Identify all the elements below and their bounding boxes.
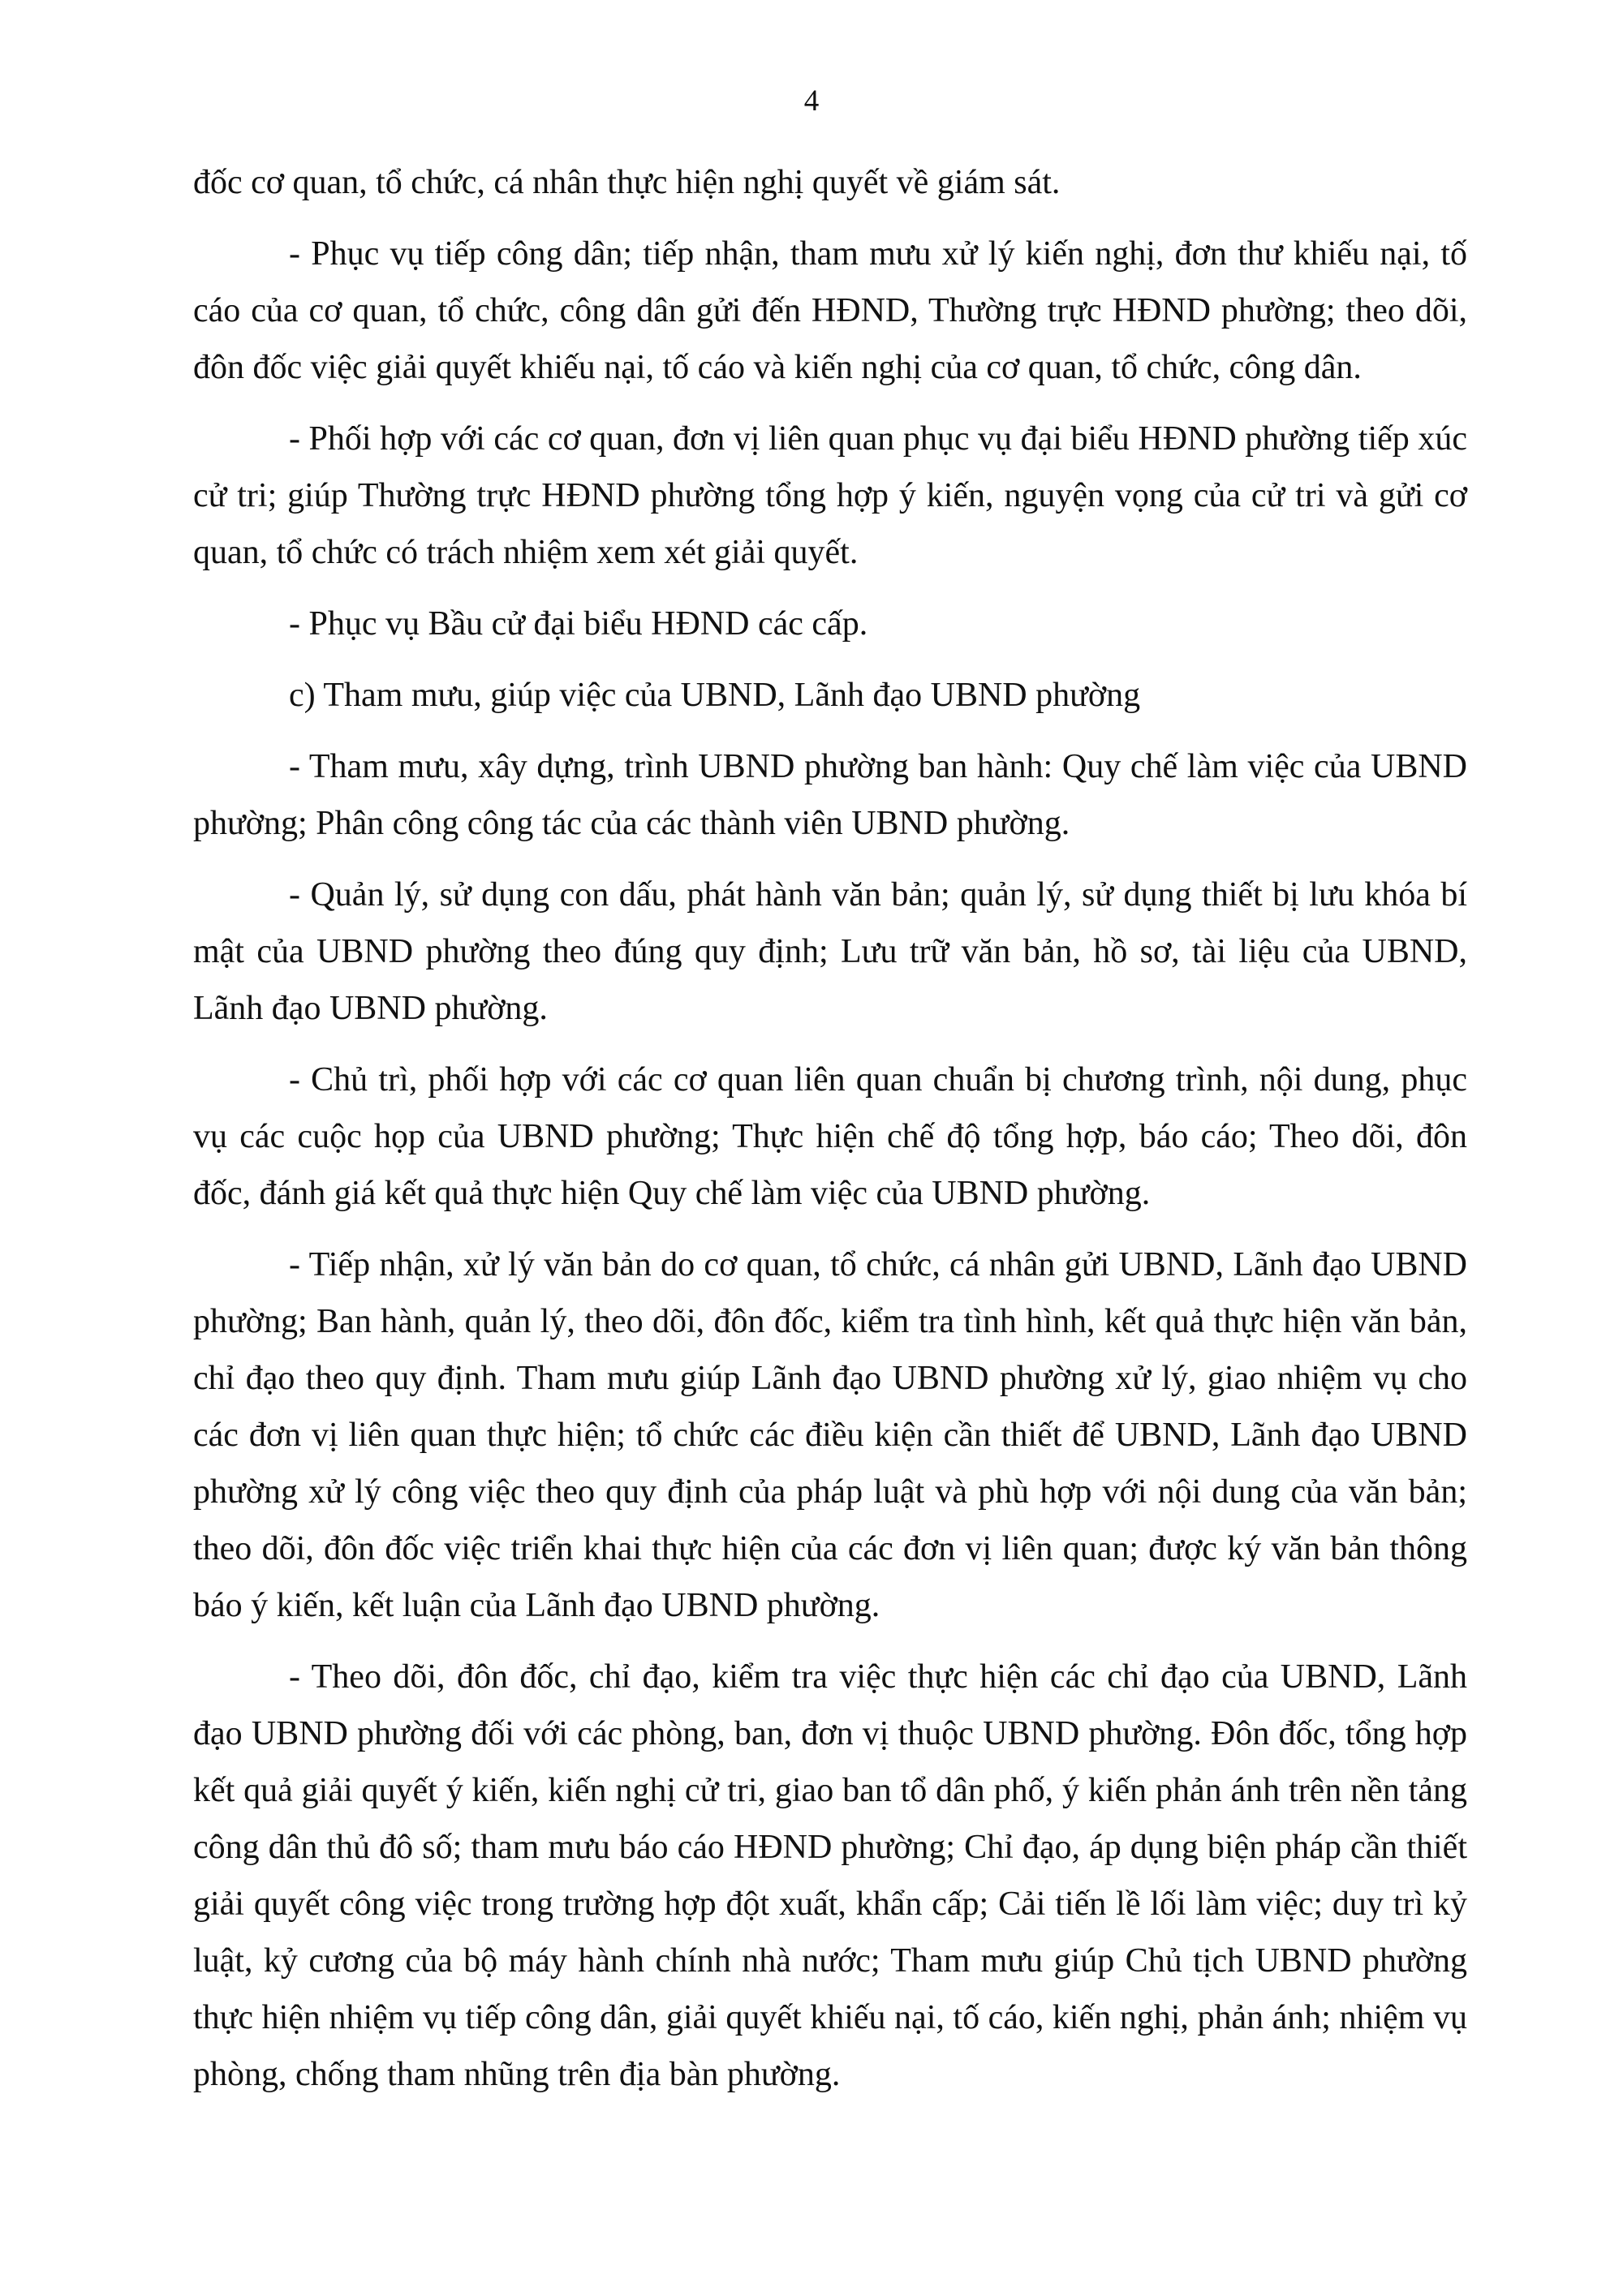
paragraph-supervision: - Theo dõi, đôn đốc, chỉ đạo, kiểm tra việc thực hiện các chỉ đạo của UBND, Lãnh đạo UBND phường đối với các phòng, ban, đơn vị thuộc UBND phường. Đôn đốc, tổng hợp kết quả giải quyết ý kiến, kiến nghị cử tri, giao ban tổ dân phố, ý kiến phản ánh trên nền tảng công dân thủ đô số; tham mưu báo cáo HĐND phường; Chỉ đạo, áp dụng biện pháp cần thiết giải quyết công việc trong trường hợp đột xuất, khẩn cấp; Cải tiến lề lối làm việc; duy trì kỷ luật, kỷ cương của bộ máy hành chính nhà nước; Tham mưu giúp Chủ tịch UBND phường thực hiện nhiệm vụ tiếp công dân, giải quyết khiếu nại, tố cáo, kiến nghị, phản ánh; nhiệm vụ phòng, chống tham nhũng trên địa bàn phường. — [193, 1658, 1467, 2093]
paragraph-document-processing: - Tiếp nhận, xử lý văn bản do cơ quan, tổ chức, cá nhân gửi UBND, Lãnh đạo UBND phường; Ban hành, quản lý, theo dõi, đôn đốc, kiểm tra tình hình, kết quả thực hiện văn bản, chỉ đạo theo quy định. Tham mưu giúp Lãnh đạo UBND phường xử lý, giao nhiệm vụ cho các đơn vị liên quan thực hiện; tổ chức các điều kiện cần thiết để UBND, Lãnh đạo UBND phường xử lý công việc theo quy định của pháp luật và phù hợp với nội dung của văn bản; theo dõi, đôn đốc việc triển khai thực hiện của các đơn vị liên quan; được ký văn bản thông báo ý kiến, kết luận của Lãnh đạo UBND phường. — [193, 1246, 1467, 1624]
section-heading-c: c) Tham mưu, giúp việc của UBND, Lãnh đạo UBND phường — [289, 677, 1141, 714]
paragraph-elections: - Phục vụ Bầu cử đại biểu HĐND các cấp. — [289, 605, 868, 643]
paragraph-citizen-reception: - Phục vụ tiếp công dân; tiếp nhận, tham mưu xử lý kiến nghị, đơn thư khiếu nại, tố cáo của cơ quan, tổ chức, công dân gửi đến HĐND, Thường trực HĐND phường; theo dõi, đôn đốc việc giải quyết khiếu nại, tố cáo và kiến nghị của cơ quan, tổ chức, công dân. — [193, 235, 1467, 386]
paragraph-continuation: đốc cơ quan, tổ chức, cá nhân thực hiện nghị quyết về giám sát. — [193, 164, 1061, 201]
paragraph-voter-contact: - Phối hợp với các cơ quan, đơn vị liên quan phục vụ đại biểu HĐND phường tiếp xúc cử tri; giúp Thường trực HĐND phường tổng hợp ý kiến, nguyện vọng của cử tri và gửi cơ quan, tổ chức có trách nhiệm xem xét giải quyết. — [193, 420, 1467, 571]
paragraph-meetings: - Chủ trì, phối hợp với các cơ quan liên quan chuẩn bị chương trình, nội dung, phục vụ các cuộc họp của UBND phường; Thực hiện chế độ tổng hợp, báo cáo; Theo dõi, đôn đốc, đánh giá kết quả thực hiện Quy chế làm việc của UBND phường. — [193, 1061, 1467, 1212]
paragraph-seal-management: - Quản lý, sử dụng con dấu, phát hành văn bản; quản lý, sử dụng thiết bị lưu khóa bí mật của UBND phường theo đúng quy định; Lưu trữ văn bản, hồ sơ, tài liệu của UBND, Lãnh đạo UBND phường. — [193, 876, 1467, 1027]
page-number: 4 — [803, 84, 820, 118]
document-body — [193, 154, 1467, 2118]
paragraph-working-regulations: - Tham mưu, xây dựng, trình UBND phường ban hành: Quy chế làm việc của UBND phường; Phân công công tác của các thành viên UBND phường. — [193, 748, 1467, 842]
